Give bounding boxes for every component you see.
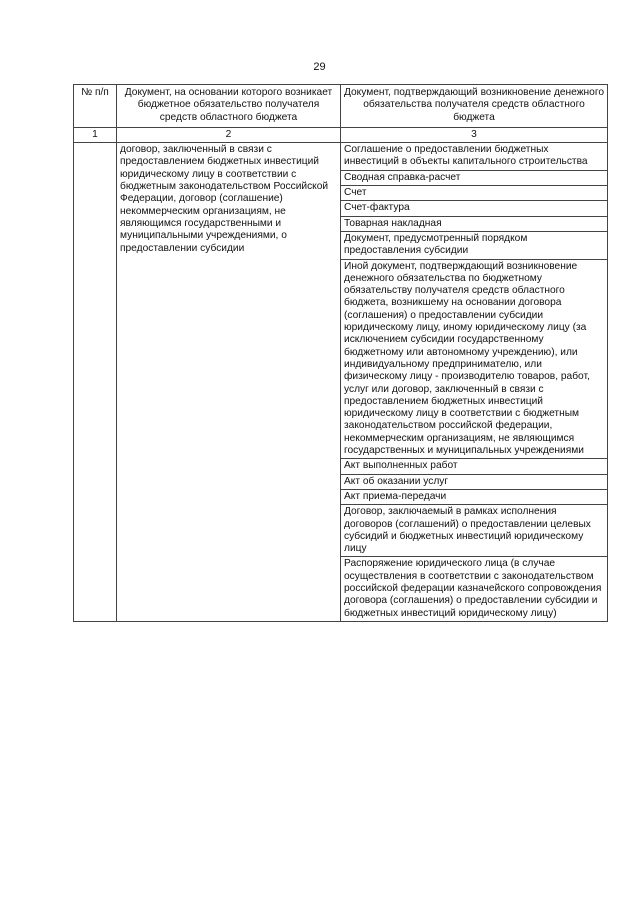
header-basis-document: Документ, на основании которого возникает бюджетное обязательство получателя средств областного бюджета: [117, 85, 341, 128]
confirming-document-cell: Соглашение о предоставлении бюджетных инвестиций в объекты капитального строительства: [341, 143, 608, 171]
header-confirming-document: Документ, подтверждающий возникновение денежного обязательства получателя средств областного бюджета: [341, 85, 608, 128]
basis-document-cell: договор, заключенный в связи с предоставлением бюджетных инвестиций юридическому лицу в соответствии с бюджетным законодательством Российской Федерации, договор (соглашение) некоммерческим организациям, не являющимся государственными и муниципальными учреждениями, о предоставлении субсидии: [117, 143, 341, 622]
confirming-document-cell: Документ, предусмотренный порядком предоставления субсидии: [341, 231, 608, 259]
table-row: [74, 143, 608, 171]
column-number-3: 3: [341, 127, 608, 142]
column-number-row: [74, 127, 608, 142]
column-number-2: 2: [117, 127, 341, 142]
confirming-document-cell: Сводная справка-расчет: [341, 170, 608, 185]
page-number: 29: [313, 61, 326, 73]
header-number: № п/п: [74, 85, 117, 128]
column-number-1: 1: [74, 127, 117, 142]
confirming-document-cell: Акт об оказании услуг: [341, 474, 608, 489]
confirming-document-cell: Иной документ, подтверждающий возникновение денежного обязательства по бюджетному обязательству получателя средств областного бюджета, возникшему на основании договора (соглашения) о предоставлении субсидии юридическому лицу, иному юридическому лицу (за исключением субсидии государственному бюджетному или автономному учреждению), или индивидуальному предпринимателю, или физическому лицу - производителю товаров, работ, услуг или договор, заключенный в связи с предоставлением бюджетных инвестиций юридическому лицу в соответствии с бюджетным законодательством российской федерации, некоммерческим организациям, не являющимся государственных и муниципальных учреждениями: [341, 259, 608, 459]
documents-table: [73, 84, 608, 622]
confirming-document-cell: Товарная накладная: [341, 216, 608, 231]
confirming-document-cell: Акт выполненных работ: [341, 459, 608, 474]
confirming-document-cell: Акт приема-передачи: [341, 489, 608, 504]
confirming-document-cell: Договор, заключаемый в рамках исполнения договоров (соглашений) о предоставлении целевых субсидий и бюджетных инвестиций юридическому лицу: [341, 505, 608, 557]
row-number-cell: [74, 143, 117, 622]
header-row: [74, 85, 608, 128]
confirming-document-cell: Счет-фактура: [341, 201, 608, 216]
confirming-document-cell: Распоряжение юридического лица (в случае осуществления в соответствии с законодательством российской федерации казначейского сопровождения договора (соглашения) о предоставлении субсидии и бюджетных инвестиций юридическому лицу): [341, 557, 608, 621]
confirming-document-cell: Счет: [341, 186, 608, 201]
